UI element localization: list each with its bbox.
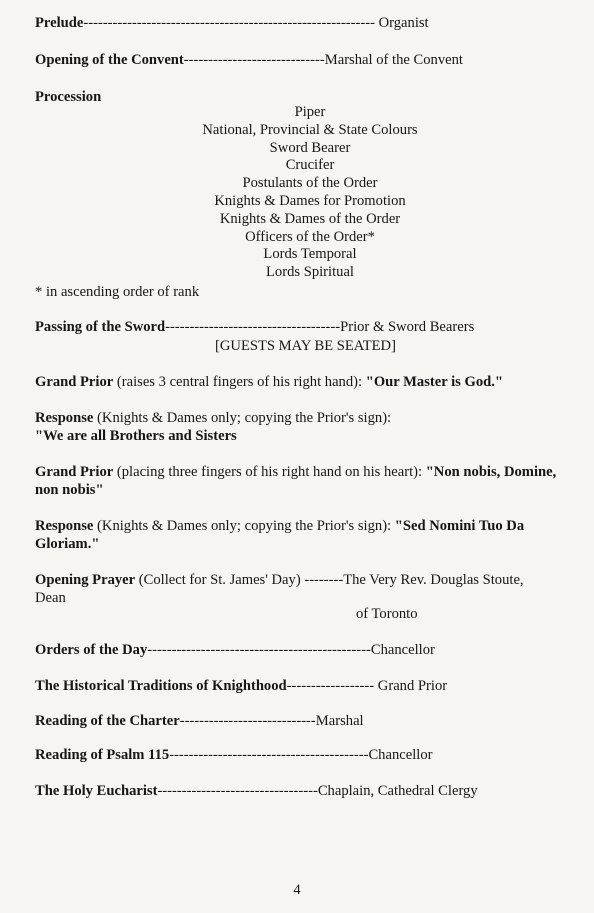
leader-dashes: ------------------------------------------------------------ [83, 15, 375, 31]
charter-title: Reading of the Charter [35, 713, 180, 729]
guests-seated-note: [GUESTS MAY BE SEATED] [215, 338, 396, 354]
traditions-performer: Grand Prior [374, 678, 448, 694]
opening-prayer-direction: (Collect for St. James' Day) --------The Very Rev. Douglas Stoute, [135, 572, 524, 588]
psalm-performer: Chancellor [368, 747, 433, 763]
procession-item: Lords Spiritual [266, 264, 354, 281]
grand-prior-call-1 [35, 373, 503, 391]
orders-performer: Chancellor [370, 642, 435, 658]
procession-item: Postulants of the Order [242, 175, 378, 192]
response-2 [35, 517, 583, 553]
procession-footnote: * in ascending order of rank [35, 284, 200, 300]
procession-item: National, Provincial & State Colours [202, 121, 418, 138]
speaker: Response [35, 518, 94, 534]
stage-direction: (Knights & Dames only; copying the Prior's sign): [93, 410, 392, 426]
leader-dashes: ---------------------------- [179, 713, 316, 729]
charter-performer: Marshal [315, 713, 364, 729]
orders-title: Orders of the Day [35, 642, 148, 658]
traditions-title: The Historical Traditions of Knighthood [35, 678, 287, 694]
procession-title: Procession [35, 89, 102, 105]
leader-dashes: ---------------------------------------------- [147, 642, 371, 658]
grand-prior-call-2 [35, 463, 583, 499]
procession-order-list [155, 104, 465, 282]
speaker: Response [35, 410, 94, 426]
opening-title: Opening of the Convent [35, 52, 184, 68]
stage-direction: (placing three fingers of his right hand on his heart): [113, 464, 426, 480]
opening-prayer-officiant-place: of Toronto [356, 606, 418, 622]
speaker: Grand Prior [35, 464, 114, 480]
psalm-title: Reading of Psalm 115 [35, 747, 170, 763]
procession-item: Piper [294, 104, 326, 120]
opening-prayer-officiant-title: Dean [35, 590, 66, 606]
stage-direction: (Knights & Dames only; copying the Prior's sign): [93, 518, 395, 534]
opening-prayer-title: Opening Prayer [35, 572, 136, 588]
passing-entry [35, 318, 474, 336]
leader-dashes: ------------------ [286, 678, 375, 694]
procession-item: Crucifer [285, 157, 335, 174]
spoken-words: "Sed Nomini Tuo Da Gloriam." [35, 518, 525, 552]
leader-dashes: ------------------------------------ [165, 319, 341, 335]
page-number: 4 [293, 882, 301, 898]
prelude-entry [35, 14, 429, 32]
prelude-title: Prelude [35, 15, 84, 31]
orders-entry [35, 641, 435, 659]
response-1-direction [35, 409, 391, 427]
response-1-words: "We are all Brothers and Sisters [35, 428, 237, 444]
psalm-entry [35, 746, 432, 764]
traditions-entry [35, 677, 447, 695]
eucharist-performer: Chaplain, Cathedral Clergy [317, 783, 478, 799]
leader-dashes: ----------------------------------------- [169, 747, 369, 763]
leader-dashes: --------------------------------- [157, 783, 318, 799]
spoken-words: "Non nobis, Domine, non nobis" [35, 464, 557, 498]
charter-entry [35, 712, 364, 730]
procession-item: Knights & Dames of the Order [219, 210, 401, 227]
speaker: Grand Prior [35, 374, 114, 390]
passing-title: Passing of the Sword [35, 319, 166, 335]
eucharist-title: The Holy Eucharist [35, 783, 158, 799]
prelude-performer: Organist [374, 15, 429, 31]
procession-item: Sword Bearer [269, 139, 351, 156]
opening-performer: Marshal of the Convent [324, 52, 463, 68]
passing-performer: Prior & Sword Bearers [340, 319, 475, 335]
eucharist-entry [35, 782, 478, 800]
stage-direction: (raises 3 central fingers of his right hand): [113, 374, 366, 390]
opening-prayer-entry [35, 571, 524, 589]
spoken-words: "Our Master is God." [365, 374, 503, 390]
opening-entry [35, 51, 463, 69]
leader-dashes: ----------------------------- [183, 52, 325, 68]
procession-item: Knights & Dames for Promotion [214, 192, 406, 209]
procession-item: Lords Temporal [263, 246, 357, 263]
procession-item: Officers of the Order* [245, 228, 375, 245]
